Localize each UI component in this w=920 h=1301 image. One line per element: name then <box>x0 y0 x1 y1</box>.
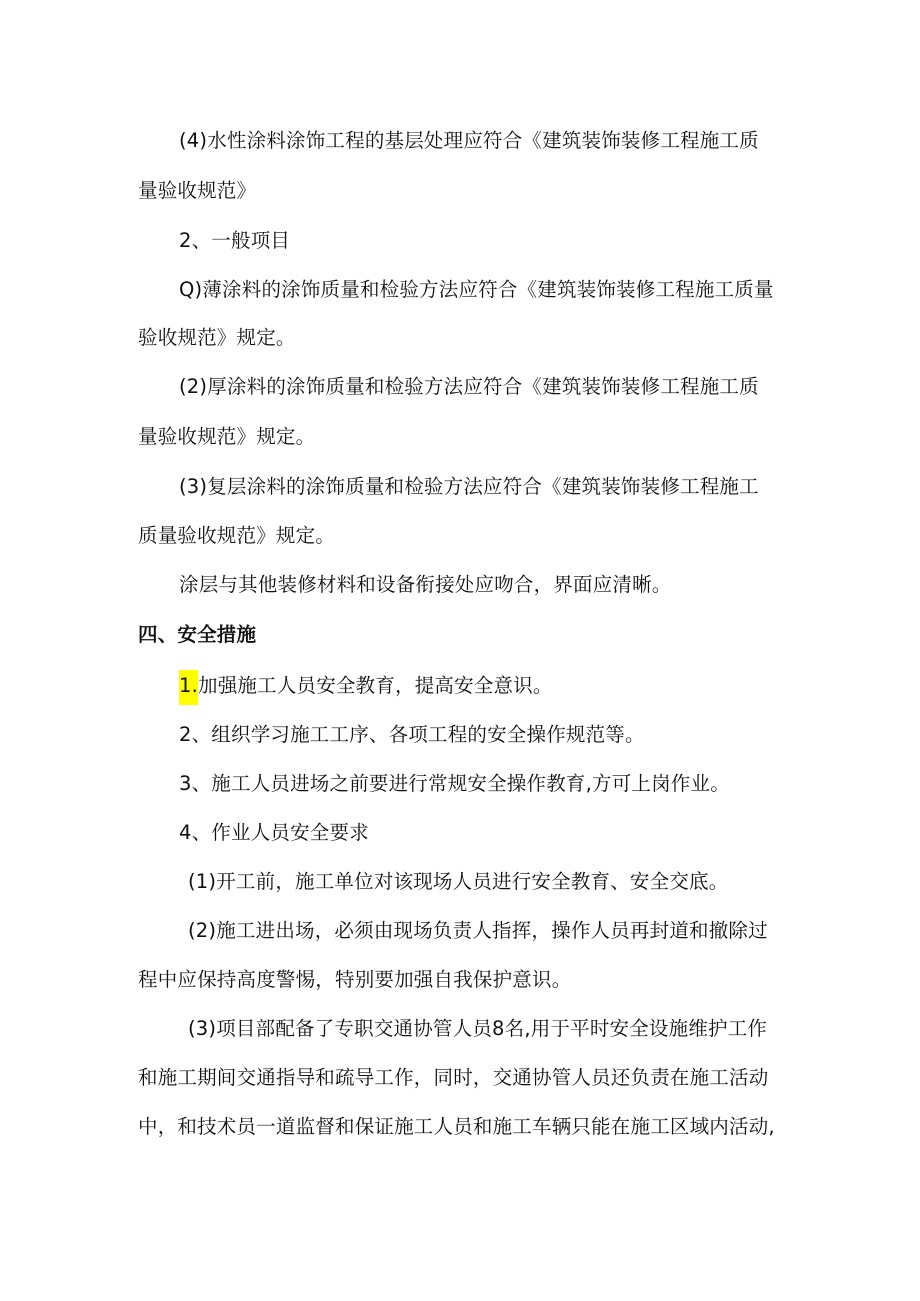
paragraph-line: 量验收规范》规定。 <box>138 425 316 448</box>
list-item: 2、组织学习施工工序、各项工程的安全操作规范等。 <box>179 723 645 746</box>
paragraph-line: Q)薄涂料的涂饰质量和检验方法应符合《建筑装饰装修工程施工质量 <box>179 278 774 301</box>
section-heading: 四、安全措施 <box>138 623 257 646</box>
paragraph-line: (3)项目部配备了专职交通协管人员8名,用于平时安全设施维护工作 <box>188 1017 768 1040</box>
paragraph-line: 和施工期间交通指导和疏导工作，同时，交通协管人员还负责在施工活动 <box>138 1066 769 1089</box>
list-item: 3、施工人员进场之前要进行常规安全操作教育,方可上岗作业。 <box>179 772 730 795</box>
highlighted-number: 1. <box>179 670 198 705</box>
paragraph-line: (4)水性涂料涂饰工程的基层处理应符合《建筑装饰装修工程施工质 <box>179 129 759 152</box>
list-item-text: 加强施工人员安全教育，提高安全意识。 <box>198 674 553 697</box>
paragraph-line: (2)施工进出场，必须由现场负责人指挥，操作人员再封道和撤除过 <box>188 919 768 942</box>
list-item: 4、作业人员安全要求 <box>179 821 369 844</box>
section-subheading: 2、一般项目 <box>179 229 291 252</box>
paragraph-line: (2)厚涂料的涂饰质量和检验方法应符合《建筑装饰装修工程施工质 <box>179 375 759 398</box>
paragraph-line: 中，和技术员一道监督和保证施工人员和施工车辆只能在施工区域内活动, <box>138 1115 775 1138</box>
paragraph-line: 量验收规范》 <box>138 179 257 202</box>
list-item <box>179 673 553 699</box>
paragraph-line: (1)开工前，施工单位对该现场人员进行安全教育、安全交底。 <box>188 870 729 893</box>
paragraph-line: (3)复层涂料的涂饰质量和检验方法应符合《建筑装饰装修工程施工 <box>179 475 759 498</box>
paragraph-line: 程中应保持高度警惕，特别要加强自我保护意识。 <box>138 968 572 991</box>
paragraph-line: 验收规范》规定。 <box>138 326 296 349</box>
paragraph-line: 质量验收规范》规定。 <box>138 524 336 547</box>
paragraph-line: 涂层与其他装修材料和设备衔接处应吻合，界面应清晰。 <box>179 573 672 596</box>
